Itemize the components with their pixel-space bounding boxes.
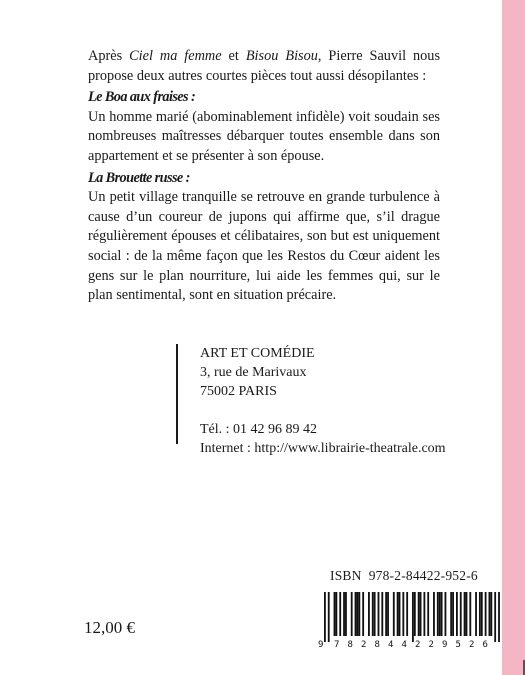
barcode-bar (406, 592, 408, 636)
barcode-digit: 7 (334, 640, 340, 648)
intro-text-1: Après (88, 48, 130, 64)
isbn-barcode (314, 592, 504, 648)
publisher-phone: Tél. : 01 42 96 89 42 (200, 422, 318, 437)
barcode-bar (464, 592, 466, 636)
price: 12,00 € (84, 618, 135, 637)
barcode-bar (378, 592, 380, 636)
intro-paragraph (88, 47, 440, 86)
barcode-bar (460, 592, 462, 636)
back-cover-blurb (88, 47, 440, 306)
barcode-bar (489, 592, 491, 636)
barcode-bar (456, 592, 458, 636)
barcode-bar (385, 592, 387, 636)
publisher-city: 75002 PARIS (200, 384, 277, 399)
barcode-bar (397, 592, 399, 636)
barcode-bar (328, 592, 330, 642)
barcode-digit: 6 (482, 640, 488, 648)
barcode-digit: 9 (318, 640, 324, 648)
publisher-street: 3, rue de Marivaux (200, 365, 307, 380)
barcode-bar (427, 592, 429, 636)
barcode-bars (324, 592, 500, 642)
barcode-bar (345, 592, 347, 636)
play2-summary: Un petit village tranquille se retrouve en grande turbulence à cause d’un coureur de jupons qui affirme que, s’il drague régulièrement épouses et célibataires, son but est uniquement social : de la même façon que les Restos du Cœur aident les gens sur le plan nourriture, lui aide les femmes qui, sur le plan sentimental, sont en situation précaire. (88, 189, 440, 304)
barcode-bar (445, 592, 447, 636)
barcode-digit: 2 (428, 640, 434, 648)
barcode-bar (374, 592, 376, 636)
barcode-digit: 4 (401, 640, 407, 648)
barcode-bar (466, 592, 468, 636)
intro-text-2: et (221, 48, 246, 64)
barcode-bar (450, 592, 452, 636)
barcode-digit: 8 (347, 640, 353, 648)
barcode-bar (485, 592, 487, 636)
barcode-bar (355, 592, 357, 636)
play-title-ciel-ma-femme: Ciel ma femme (129, 48, 222, 64)
barcode-bar (402, 592, 404, 636)
publisher-address-block (176, 344, 446, 456)
barcode-digit: 8 (374, 640, 380, 648)
barcode-bar (399, 592, 401, 636)
barcode-bar (324, 592, 326, 642)
barcode-bar (479, 592, 481, 636)
barcode-bar (439, 592, 441, 636)
barcode-bar (351, 592, 353, 636)
barcode-bar (368, 592, 370, 636)
barcode-bar (469, 592, 471, 636)
barcode-digit: 4 (388, 640, 394, 648)
barcode-bar (490, 592, 492, 636)
barcode-bar (387, 592, 389, 636)
barcode-digit: 5 (455, 640, 461, 648)
barcode-bar (358, 592, 360, 636)
publisher-website: Internet : http://www.librairie-theatrale.com (200, 441, 446, 456)
barcode-bar (393, 592, 395, 636)
barcode-bar (452, 592, 454, 636)
play1-summary: Un homme marié (abominablement infidèle) voit soudain ses nombreuses maîtresses débarquer toutes ensemble dans son appartement et se présenter à son épouse. (88, 108, 440, 164)
barcode-bar (414, 592, 416, 636)
publisher-name: ART ET COMÉDIE (200, 346, 315, 361)
intro-text-3: , Pierre Sauvil nous propose deux autres courtes pièces tout aussi désopilantes : (88, 48, 441, 84)
barcode-bar (437, 592, 439, 636)
barcode-digit: 2 (361, 640, 367, 648)
barcode-bar (475, 592, 477, 636)
play2-heading: La Brouette russe : (88, 169, 190, 186)
barcode-digit: 9 (442, 640, 448, 648)
isbn-number: ISBN 978-2-84422-952-6 (330, 568, 478, 583)
barcode-bar (412, 592, 414, 642)
barcode-bar (494, 592, 496, 642)
cover-edge-band (502, 0, 525, 675)
barcode-bar (335, 592, 337, 636)
barcode-bar (372, 592, 374, 636)
barcode-digit: 2 (415, 640, 421, 648)
barcode-bar (423, 592, 425, 636)
barcode-bar (498, 592, 500, 642)
barcode-bar (433, 592, 435, 636)
barcode-bar (381, 592, 383, 636)
spacer (200, 401, 446, 420)
barcode-bar (481, 592, 483, 636)
play1-heading: Le Boa aux fraises : (88, 89, 196, 106)
barcode-bar (420, 592, 422, 636)
barcode-bar (334, 592, 336, 636)
barcode-bar (418, 592, 420, 636)
barcode-digits (318, 640, 488, 648)
barcode-bar (362, 592, 364, 636)
play-title-bisou-bisou: Bisou Bisou (245, 48, 318, 64)
barcode-bar (339, 592, 341, 636)
barcode-bar (357, 592, 359, 636)
barcode-bar (441, 592, 443, 636)
barcode-bar (343, 592, 345, 636)
barcode-digit: 2 (469, 640, 475, 648)
